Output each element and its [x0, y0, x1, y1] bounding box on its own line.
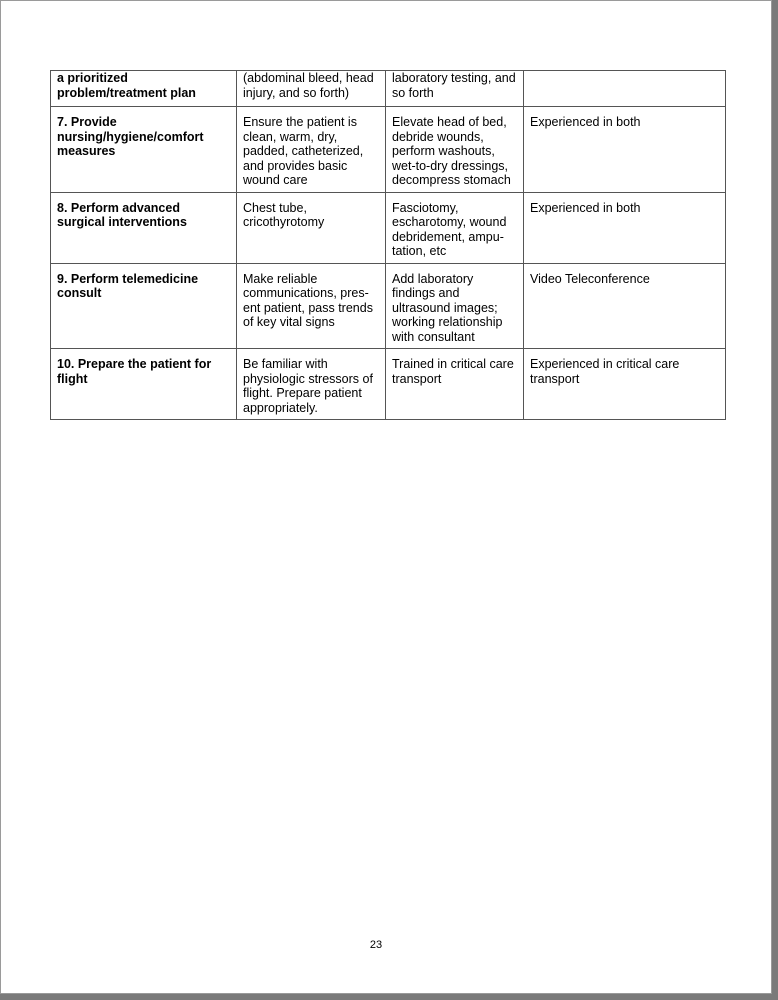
table-cell: Ensure the patient is clean, warm, dry, padded, catheterized, and provides basic wound care — [237, 107, 386, 193]
table-cell: Video Teleconference — [524, 263, 726, 349]
table-cell — [524, 71, 726, 107]
table-row — [51, 107, 726, 193]
table-cell: Experienced in both — [524, 107, 726, 193]
table-cell: Trained in critical care transport — [386, 349, 524, 420]
table-row — [51, 192, 726, 263]
training-requirements-table — [50, 70, 726, 420]
table-cell: Chest tube, cricothyrotomy — [237, 192, 386, 263]
table-cell: Experienced in critical care transport — [524, 349, 726, 420]
step-cell: a prioritized problem/treatment plan — [51, 71, 237, 107]
table-cell: Add laboratory findings and ultrasound images; working relationship with consultant — [386, 263, 524, 349]
table-row — [51, 349, 726, 420]
table-cell: Experienced in both — [524, 192, 726, 263]
table-row — [51, 71, 726, 107]
table-row — [51, 263, 726, 349]
step-cell: 7. Provide nursing/hygiene/comfort measures — [51, 107, 237, 193]
step-cell: 9. Perform telemedicine consult — [51, 263, 237, 349]
table-cell: laboratory testing, and so forth — [386, 71, 524, 107]
step-cell: 10. Prepare the patient for flight — [51, 349, 237, 420]
step-cell: 8. Perform advanced surgical interventions — [51, 192, 237, 263]
table-cell: Be familiar with physiologic stressors of flight. Prepare patient appropriately. — [237, 349, 386, 420]
table-cell: Fasciotomy, escharotomy, wound debridement, ampu- tation, etc — [386, 192, 524, 263]
table-cell: Make reliable communications, pres- ent patient, pass trends of key vital signs — [237, 263, 386, 349]
table-cell: Elevate head of bed, debride wounds, perform washouts, wet-to-dry dressings, decompress stomach — [386, 107, 524, 193]
page-number: 23 — [369, 939, 383, 951]
table-cell: (abdominal bleed, head injury, and so forth) — [237, 71, 386, 107]
